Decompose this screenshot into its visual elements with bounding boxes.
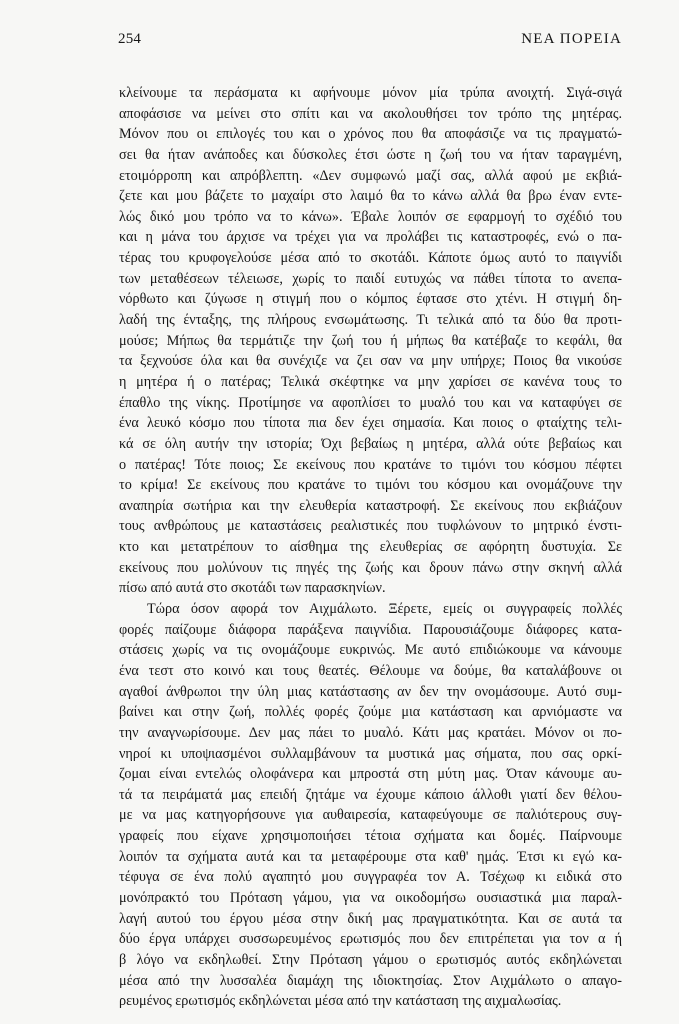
text-line: ετοιμόρροπη και απρόβλεπτη. «Δεν συμφωνώ μαζί σας, αλλά αφού με εκβιά- <box>119 167 622 184</box>
text-line: κλείνουμε τα περάσματα κι αφήνουμε μόνον μία τρύπα ανοιχτή. Σιγά-σιγά <box>119 85 622 101</box>
text-line: λοιπόν τα σχήματα αυτά και τα μεταφέρουμε στα καθ' ημάς. Έτσι κι εγώ κα- <box>119 848 622 865</box>
text-line: αναπηρία σωτήρια και την ελευθερία καταστροφή. Σε εκείνους που εκβιάζουν <box>119 497 622 514</box>
text-line: την αναγνωρίσουμε. Δεν μας πάει το μυαλό. Κάτι μας κρατάει. Μόνον οι πο- <box>119 724 622 741</box>
text-line: ρευμένος ερωτισμός εκδηλώνεται μέσα από την κατάσταση της αιχμαλωσίας. <box>119 993 562 1010</box>
text-line: β λόγο να εκδηλωθεί. Στην Πρόταση γάμου ο ερωτισμός αυτός εκδηλώνεται <box>119 951 622 968</box>
text-line: νόρθωτο και ζύγωσε η στιγμή που ο κόμπος έφτασε στο χτένι. Η στιγμή δη- <box>119 291 622 308</box>
text-line: δύο έργα υπάρχει συσσωρευμένος ερωτισμός που δεν επιτρέπεται για τον α ή <box>119 931 622 948</box>
text-line: τά τα πειράματά μας επειδή ζητάμε να έχουμε κάποιο άλλοθι γιατί δεν θέλου- <box>119 786 622 803</box>
text-line: ένα λευκό κόσμο που τίποτα πια δεν έχει σημασία. Και ποιος ο φταίχτης τελι- <box>119 415 622 432</box>
text-line: τα ξεχνούσε όλα και θα συνέχιζε να ζει σαν να μην υπήρχε; Ποιος θα νικούσε <box>119 353 622 370</box>
page-header <box>118 31 622 48</box>
text-line: αποφάσισε να μείνει στο σπίτι και να ακολουθήσει τον τρόπο της μητέρας. <box>119 105 622 122</box>
text-line: ένα τεστ στο κοινό και τους θεατές. Θέλουμε να δούμε, θα καταλάβουνε οι <box>119 662 622 679</box>
running-title: ΝΕΑ ΠΟΡΕΙΑ <box>521 31 622 47</box>
text-line: σει θα ήταν ανάποδες και δύσκολες έτσι ώστε η ζωή του να ήταν ταραγμένη, <box>119 146 622 163</box>
page-number: 254 <box>118 31 142 47</box>
text-line: τέφυγα σε ένα πολύ αγαπητό μου συγγραφέα τον Α. Τσέχωφ κι ειδικά στο <box>119 869 622 886</box>
text-line: ζομαι είναι εντελώς ολοφάνερα και μπροστά στη μύτη μας. Όταν κάνουμε αυ- <box>119 766 622 783</box>
text-line: κά σε όλη αυτήν την ιστορία; Όχι βεβαίως η μητέρα, αλλά ούτε βεβαίως και <box>119 435 622 452</box>
text-line: των μεταθέσεων τέλειωσε, χωρίς το παιδί ευτυχώς να πάθει τίποτα το ανεπα- <box>119 270 622 287</box>
text-line: τους ανθρώπους με καταστάσεις ρεαλιστικές που τυφλώνουν το μητρικό ένστι- <box>119 518 622 535</box>
text-line: βαίνει και στην ζωή, πολλές φορές ζούμε μια κατάσταση και αρνιόμαστε να <box>119 704 622 721</box>
text-line: μονόπρακτό του Πρόταση γάμου, για να οικοδομήσω ουσιαστικά μια παραλ- <box>119 889 622 906</box>
text-line: εκείνους που μολύνουν τις πηγές της ζωής και δρουν πάνω στην σκηνή αλλά <box>119 559 622 576</box>
text-line: η μητέρα ή ο πατέρας; Τελικά σκέφτηκε να μην χαρίσει σε κανένα τους το <box>119 373 622 390</box>
text-line: Μόνον που οι επιλογές του και ο χρόνος που θα αποφάσιζε να τις πραγματώ- <box>119 126 622 143</box>
text-line: λώς δικό μου τρόπο να το κάνω». Έβαλε λοιπόν σε εφαρμογή το σχέδιό του <box>119 208 622 225</box>
text-line: τέρας του κρυφογελούσε μέσα από το σκοτάδι. Κάποτε όμως αυτό το παιγνίδι <box>119 250 622 267</box>
text-line: μέσα από την λυσσαλέα διαμάχη της ιδιοκτησίας. Στον Αιχμάλωτο ο απαγο- <box>119 972 622 989</box>
text-line: λαδή της ένταξης, της πλήρους ενσωμάτωσης. Τι τελικά από τα δύο θα προτι- <box>119 312 622 329</box>
text-line: το κρίμα! Σε εκείνους που κρατάνε το τιμόνι του κόσμου και ονομάζουνε την <box>119 477 622 494</box>
body-text <box>119 83 622 1012</box>
text-line: έπαθλο της νίκης. Προτίμησε να αφοπλίσει το μυαλό του και να καταφύγει σε <box>119 394 622 411</box>
text-line: ο πατέρας! Τότε ποιος; Σε εκείνους που κρατάνε το τιμόνι του κόσμου πέφτει <box>119 456 622 473</box>
text-line: νηροί κι υποψιασμένοι συλλαμβάνουν τα μυστικά μας σήματα, που σας ορκί- <box>119 745 622 762</box>
text-line: ζετε και μου βάζετε το μαχαίρι στο λαιμό θα το κάνω αλλά θα βρω έναν εντε- <box>119 188 622 205</box>
text-line: πίσω από αυτά στο σκοτάδι των παρασκηνίων. <box>119 580 386 597</box>
text-line: κτο και μετατρέπουν το αίσθημα της ελευθερίας σε αφόρητη δυστυχία. Σε <box>119 539 622 556</box>
text-line: λαγή αυτού του έργου μέσα στην δική μας πραγματικότητα. Και σε αυτά τα <box>119 910 622 927</box>
text-line: στάσεις χωρίς να τις ονομάζουμε ευκρινώς. Με αυτό επιδιώκουμε να κάνουμε <box>119 642 622 659</box>
text-line: με να μας κατηγορήσουνε για αυθαιρεσία, καταφεύγουμε σε παλιότερους συγ- <box>119 807 622 824</box>
text-line: αγαθοί άνθρωποι την ύλη μιας κατάστασης αν δεν την ονομάσουμε. Αυτό συμ- <box>119 683 622 700</box>
text-line: μούσε; Μήπως θα τερμάτιζε την ζωή του ή μήπως θα κατέβαζε το κεφάλι, θα <box>119 332 622 349</box>
text-line: και η μάνα του άρχισε να τρέχει για να προλάβει τις καταστροφές, ενώ ο πα- <box>119 229 622 246</box>
text-line: φορές παίζουμε διάφορα παράξενα παιγνίδια. Παρουσιάζουμε διάφορες κατα- <box>119 621 622 638</box>
text-line: γραφείς που είχανε χρησιμοποιήσει τέτοια σχήματα και δομές. Παίρνουμε <box>119 828 622 845</box>
text-line: Τώρα όσον αφορά τον Αιχμάλωτο. Ξέρετε, εμείς οι συγγραφείς πολλές <box>147 601 622 618</box>
